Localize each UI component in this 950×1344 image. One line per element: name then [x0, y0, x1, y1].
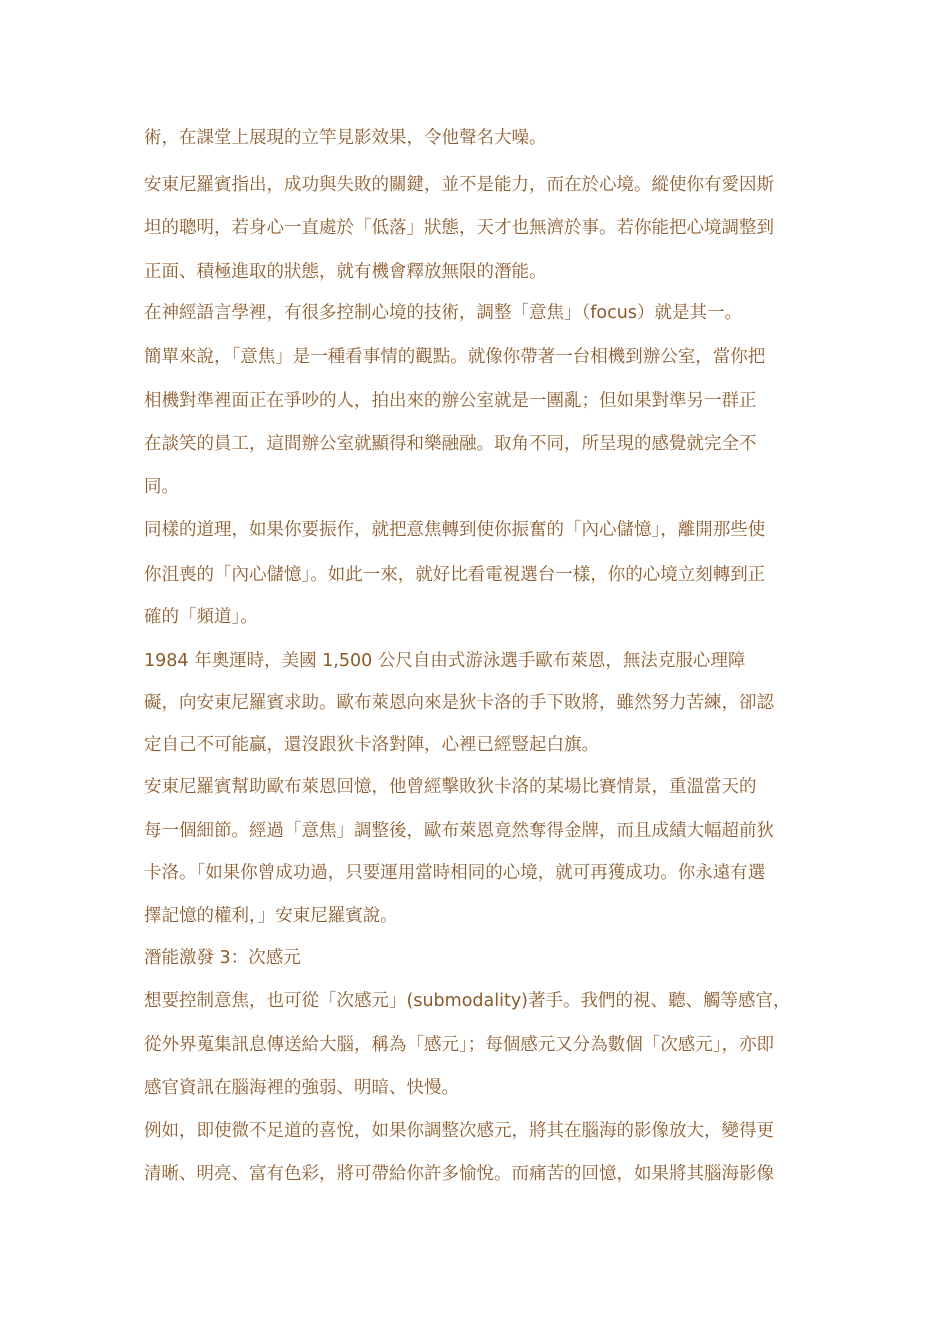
text-line: 擇記憶的權利，」安東尼羅賓說。	[144, 906, 398, 926]
text-line: 安東尼羅賓指出，成功與失敗的關鍵，並不是能力，而在於心境。縱使你有愛因斯	[144, 175, 774, 195]
text-line: 例如，即使微不足道的喜悅，如果你調整次感元，將其在腦海的影像放大，變得更	[144, 1121, 774, 1141]
text-line: 每一個細節。經過「意焦」調整後，歐布萊恩竟然奪得金牌，而且成績大幅超前狄	[144, 821, 774, 841]
text-line: 清晰、明亮、富有色彩，將可帶給你許多愉悅。而痛苦的回憶，如果將其腦海影像	[144, 1164, 774, 1184]
text-line: 1984 年奧運時，美國 1,500 公尺自由式游泳選手歐布萊恩，無法克服心理障	[144, 651, 746, 671]
text-line: 安東尼羅賓幫助歐布萊恩回憶，他曾經擊敗狄卡洛的某場比賽情景，重溫當天的	[144, 777, 757, 797]
text-line: 同。	[144, 477, 179, 497]
text-line: 坦的聰明，若身心一直處於「低落」狀態，天才也無濟於事。若你能把心境調整到	[144, 218, 774, 238]
text-line: 在談笑的員工，這間辦公室就顯得和樂融融。取角不同，所呈現的感覺就完全不	[144, 434, 757, 454]
text-line: 卡洛。「如果你曾成功過，只要運用當時相同的心境，就可再獲成功。你永遠有選	[144, 863, 766, 883]
text-line: 正面、積極進取的狀態，就有機會釋放無限的潛能。	[144, 262, 547, 282]
text-line: 相機對準裡面正在爭吵的人，拍出來的辦公室就是一團亂；但如果對準另一群正	[144, 391, 757, 411]
text-line: 同樣的道理，如果你要振作，就把意焦轉到使你振奮的「內心儲憶」，離開那些使	[144, 520, 766, 540]
text-line: 術，在課堂上展現的立竿見影效果，令他聲名大噪。	[144, 128, 547, 148]
text-line: 想要控制意焦，也可從「次感元」(submodality)著手。我們的視、聽、觸等感官，	[144, 991, 791, 1011]
text-line: 感官資訊在腦海裡的強弱、明暗、快慢。	[144, 1078, 459, 1098]
text-line: 定自己不可能贏，還沒跟狄卡洛對陣，心裡已經豎起白旗。	[144, 735, 599, 755]
text-line: 從外界蒐集訊息傳送給大腦，稱為「感元」；每個感元又分為數個「次感元」，亦即	[144, 1035, 774, 1055]
text-line: 礙，向安東尼羅賓求助。歐布萊恩向來是狄卡洛的手下敗將，雖然努力苦練，卻認	[144, 693, 774, 713]
section-heading: 潛能激發 3：次感元	[144, 948, 301, 968]
text-line: 你沮喪的「內心儲憶」。如此一來，就好比看電視選台一樣，你的心境立刻轉到正	[144, 565, 766, 585]
text-line: 在神經語言學裡，有很多控制心境的技術，調整「意焦」（focus）就是其一。	[144, 303, 742, 323]
text-line: 確的「頻道」。	[144, 607, 258, 627]
text-line: 簡單來說，「意焦」是一種看事情的觀點。就像你帶著一台相機到辦公室，當你把	[144, 347, 766, 367]
